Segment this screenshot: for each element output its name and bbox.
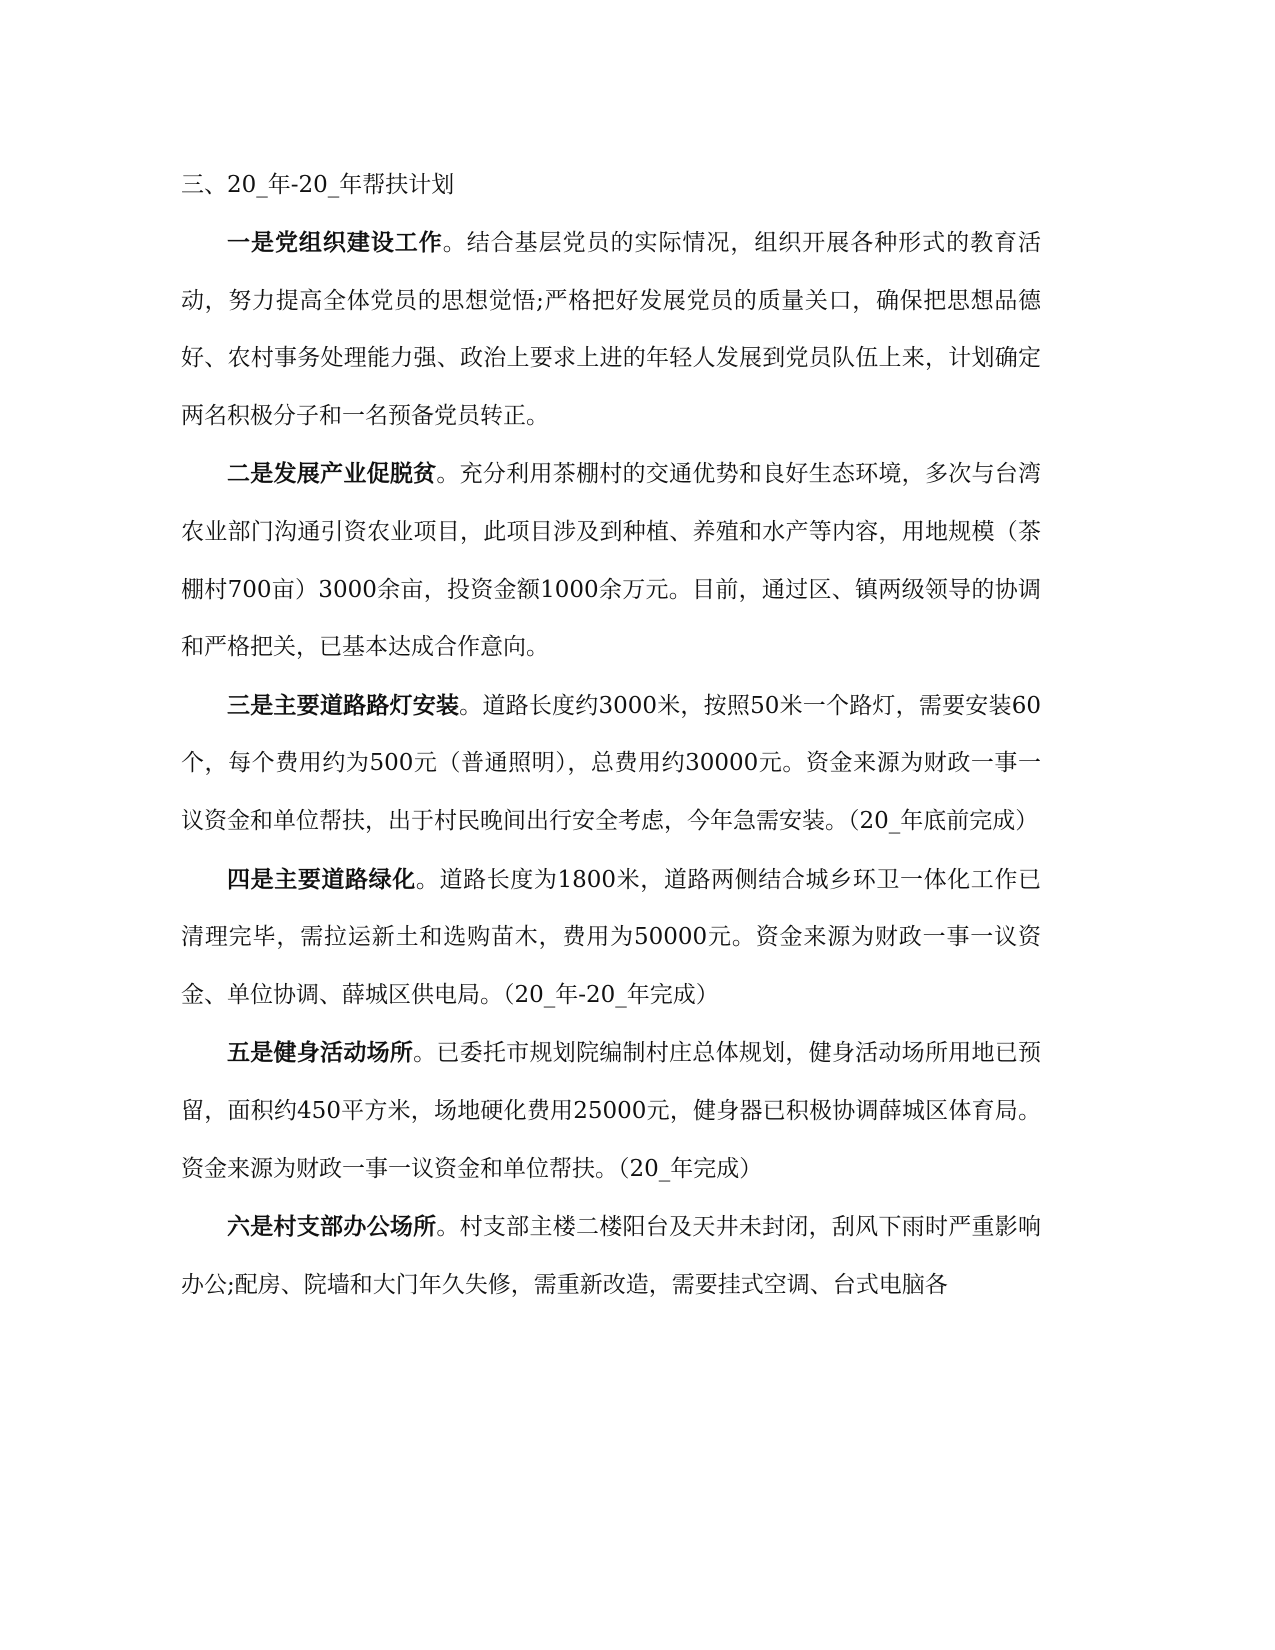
paragraph-body: 。道路长度约3000米，按照50米一个路灯，需要安装60个，每个费用约为500元（普通照明），总费用约30000元。资金来源为财政一事一议资金和单位帮扶，出于村民晚间出行安全考虑，今年急需安装。（20_年底前完成） bbox=[181, 692, 1041, 834]
paragraph-lead: 六是村支部办公场所 bbox=[227, 1213, 437, 1241]
paragraph-lead: 二是发展产业促脱贫 bbox=[227, 460, 437, 488]
paragraph-lead: 四是主要道路绿化 bbox=[227, 865, 416, 893]
paragraph-body: 。已委托市规划院编制村庄总体规划，健身活动场所用地已预留，面积约450平方米，场地硬化费用25000元，健身器已积极协调薛城区体育局。资金来源为财政一事一议资金和单位帮扶。（20_年完成） bbox=[181, 1040, 1042, 1182]
paragraph-road-greening bbox=[181, 851, 1041, 1025]
paragraph-body: 。村支部主楼二楼阳台及天井未封闭，刮风下雨时严重影响办公;配房、院墙和大门年久失修，需重新改造，需要挂式空调、台式电脑各 bbox=[181, 1214, 1042, 1298]
paragraph-lead: 一是党组织建设工作 bbox=[227, 229, 443, 256]
paragraph-lead: 三是主要道路路灯安装 bbox=[227, 691, 460, 719]
paragraph-lead: 五是健身活动场所 bbox=[227, 1039, 414, 1067]
paragraph-body: 。结合基层党员的实际情况，组织开展各种形式的教育活动，努力提高全体党员的思想觉悟;严格把好发展党员的质量关口，确保把思想品德好、农村事务处理能力强、政治上要求上进的年轻人发展到党员队伍上来，计划确定两名积极分子和一名预备党员转正。 bbox=[181, 230, 1042, 429]
paragraph-office-venue bbox=[181, 1198, 1041, 1314]
paragraph-fitness-venue bbox=[181, 1024, 1041, 1198]
paragraph-street-lights bbox=[181, 677, 1041, 851]
section-heading: 三、20_年-20_年帮扶计划 bbox=[181, 172, 455, 198]
document-page bbox=[181, 156, 1041, 1314]
paragraph-body: 。道路长度为1800米，道路两侧结合城乡环卫一体化工作已清理完毕，需拉运新土和选购苗木，费用为50000元。资金来源为财政一事一议资金、单位协调、薛城区供电局。（20_年-20_年完成） bbox=[181, 866, 1041, 1008]
paragraph-body: 。充分利用茶棚村的交通优势和良好生态环境，多次与台湾农业部门沟通引资农业项目，此项目涉及到种植、养殖和水产等内容，用地规模（茶棚村700亩）3000余亩，投资金额1000余万元。目前，通过区、镇两级领导的协调和严格把关，已基本达成合作意向。 bbox=[181, 461, 1042, 661]
paragraph-party-building bbox=[181, 214, 1041, 445]
paragraph-industry-development bbox=[181, 445, 1041, 676]
